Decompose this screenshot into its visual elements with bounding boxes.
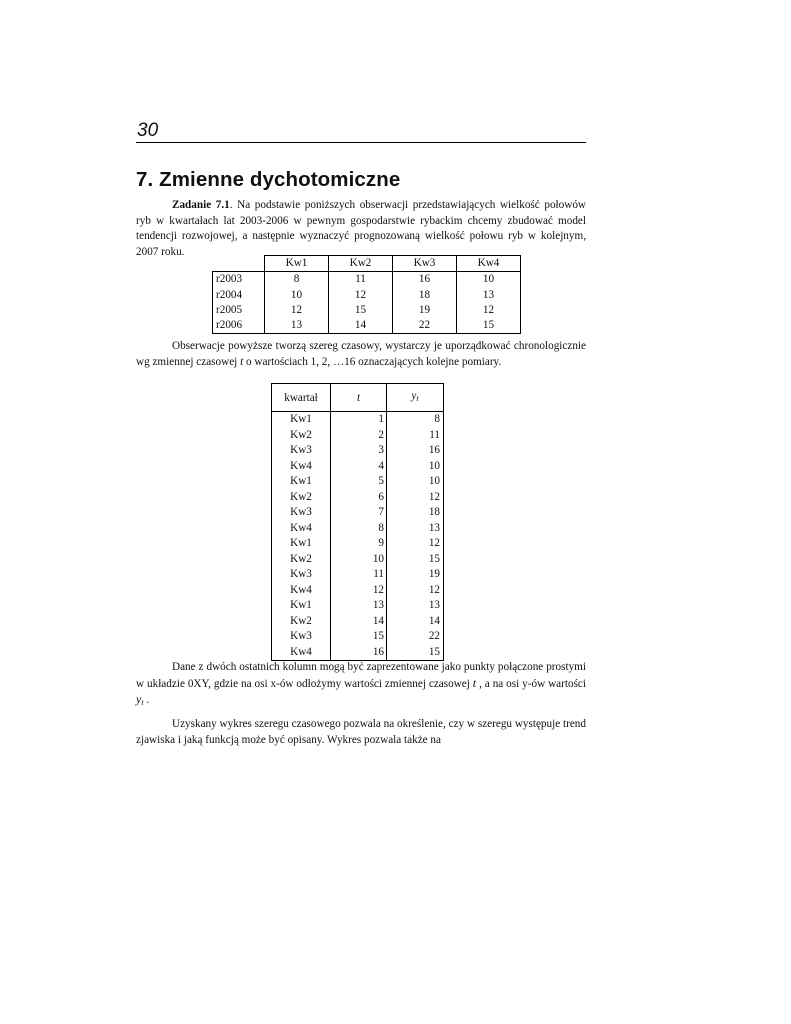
kwartal-cell: Kw4	[272, 583, 331, 599]
yt-cell: 14	[387, 614, 444, 630]
paragraph-text: Dane z dwóch ostatnich kolumn mogą być zaprezentowane jako punkty połączone prostymi w układzie 0XY, gdzie na osi x-ów odłożymy wartości zmiennej czasowej	[136, 661, 586, 690]
t-cell: 13	[331, 598, 387, 614]
table-row	[272, 645, 444, 661]
table-row	[272, 412, 444, 428]
table-row	[272, 505, 444, 521]
table-row	[272, 474, 444, 490]
column-header: Kw2	[329, 256, 393, 272]
t-cell: 11	[331, 567, 387, 583]
table-row	[213, 318, 521, 334]
table-cell: 15	[329, 303, 393, 318]
kwartal-cell: Kw3	[272, 629, 331, 645]
kwartal-cell: Kw3	[272, 567, 331, 583]
trend-paragraph	[136, 717, 586, 748]
quarterly-catch-table	[212, 255, 521, 334]
yt-cell: 11	[387, 428, 444, 444]
table-row	[272, 583, 444, 599]
paragraph-text: Uzyskany wykres szeregu czasowego pozwala na określenie, czy w szeregu występuje trend zjawiska i jaką funkcją może być opisany. Wykres pozwala także na	[136, 718, 586, 746]
t-symbol: t	[240, 355, 244, 368]
yt-cell: 10	[387, 474, 444, 490]
t-header: t	[331, 384, 387, 412]
y-symbol: y	[411, 390, 417, 402]
table-cell: 13	[457, 288, 521, 303]
t-cell: 15	[331, 629, 387, 645]
table-row	[272, 614, 444, 630]
yt-cell: 15	[387, 552, 444, 568]
y-subscript: t	[416, 394, 419, 403]
t-cell: 2	[331, 428, 387, 444]
chart-description-paragraph	[136, 660, 586, 711]
kwartal-cell: Kw2	[272, 428, 331, 444]
row-label: r2006	[213, 318, 265, 334]
table-row	[213, 272, 521, 288]
yt-cell: 12	[387, 536, 444, 552]
kwartal-cell: Kw1	[272, 598, 331, 614]
t-symbol: t	[472, 675, 477, 690]
time-series-body	[272, 412, 444, 661]
yt-cell: 13	[387, 598, 444, 614]
t-cell: 14	[331, 614, 387, 630]
kwartal-cell: Kw4	[272, 645, 331, 661]
table-cell: 19	[393, 303, 457, 318]
table-row	[272, 521, 444, 537]
table-row	[272, 443, 444, 459]
y-subscript: t	[141, 698, 144, 707]
column-header: Kw3	[393, 256, 457, 272]
t-cell: 3	[331, 443, 387, 459]
table-cell: 14	[329, 318, 393, 334]
yt-header	[387, 384, 444, 412]
table-cell: 12	[329, 288, 393, 303]
table-row	[213, 303, 521, 318]
paragraph-text: o wartościach 1, 2, …16 oznaczających kolejne pomiary.	[243, 355, 502, 368]
task-paragraph	[136, 198, 586, 260]
yt-cell: 16	[387, 443, 444, 459]
table-header-row	[272, 384, 444, 412]
kwartal-cell: Kw1	[272, 412, 331, 428]
row-label: r2003	[213, 272, 265, 288]
header-rule	[136, 142, 586, 143]
kwartal-cell: Kw3	[272, 505, 331, 521]
row-label: r2005	[213, 303, 265, 318]
table-row	[213, 288, 521, 303]
paragraph-text: Obserwacje powyższe tworzą szereg czasowy, wystarczy je uporządkować chronologicznie wg zmiennej czasowej	[136, 340, 586, 368]
table-row	[272, 598, 444, 614]
task-text: . Na podstawie poniższych obserwacji przedstawiających wielkość połowów ryb w kwartałach lat 2003-2006 w pewnym gospodarstwie rybackim chcemy zbudować model tendencji rozwojowej, a następnie wyznaczyć prognozowaną wielkość połowu ryb w kolejnym, 2007 roku.	[136, 199, 586, 258]
table-cell: 11	[329, 272, 393, 288]
time-series-paragraph	[136, 339, 586, 370]
table-cell: 15	[457, 318, 521, 334]
table-cell: 18	[393, 288, 457, 303]
kwartal-cell: Kw2	[272, 490, 331, 506]
table-row	[272, 459, 444, 475]
yt-cell: 18	[387, 505, 444, 521]
kwartal-cell: Kw1	[272, 474, 331, 490]
t-cell: 16	[331, 645, 387, 661]
yt-cell: 22	[387, 629, 444, 645]
chapter-title: 7. Zmienne dychotomiczne	[136, 168, 401, 191]
yt-cell: 15	[387, 645, 444, 661]
table-cell: 16	[393, 272, 457, 288]
t-cell: 5	[331, 474, 387, 490]
t-cell: 1	[331, 412, 387, 428]
row-label: r2004	[213, 288, 265, 303]
t-cell: 10	[331, 552, 387, 568]
t-cell: 12	[331, 583, 387, 599]
table-cell: 10	[265, 288, 329, 303]
t-cell: 7	[331, 505, 387, 521]
yt-cell: 12	[387, 583, 444, 599]
table-cell: 10	[457, 272, 521, 288]
kwartal-cell: Kw1	[272, 536, 331, 552]
paragraph-text: , a na osi y-ów wartości	[476, 677, 586, 690]
kwartal-cell: Kw4	[272, 521, 331, 537]
kwartal-cell: Kw4	[272, 459, 331, 475]
table-row	[272, 552, 444, 568]
kwartal-cell: Kw3	[272, 443, 331, 459]
paragraph-text: .	[143, 694, 150, 706]
table-cell: 22	[393, 318, 457, 334]
table-corner-cell	[213, 256, 265, 272]
table-row	[272, 536, 444, 552]
column-header: Kw1	[265, 256, 329, 272]
kwartal-cell: Kw2	[272, 614, 331, 630]
table-header-row	[213, 256, 521, 272]
kwartal-cell: Kw2	[272, 552, 331, 568]
yt-cell: 8	[387, 412, 444, 428]
table-cell: 13	[265, 318, 329, 334]
table-row	[272, 629, 444, 645]
table-row	[272, 567, 444, 583]
column-header: Kw4	[457, 256, 521, 272]
yt-cell: 19	[387, 567, 444, 583]
table-cell: 12	[457, 303, 521, 318]
t-cell: 4	[331, 459, 387, 475]
t-cell: 9	[331, 536, 387, 552]
t-cell: 8	[331, 521, 387, 537]
yt-cell: 13	[387, 521, 444, 537]
page-number: 30	[137, 120, 159, 141]
task-label: Zadanie 7.1	[172, 199, 230, 211]
yt-cell: 10	[387, 459, 444, 475]
y-symbol: y	[136, 692, 142, 706]
kwartal-header: kwartał	[272, 384, 331, 412]
table-cell: 12	[265, 303, 329, 318]
table-row	[272, 490, 444, 506]
table-row	[272, 428, 444, 444]
time-series-table	[271, 383, 444, 661]
t-cell: 6	[331, 490, 387, 506]
table-cell: 8	[265, 272, 329, 288]
yt-cell: 12	[387, 490, 444, 506]
